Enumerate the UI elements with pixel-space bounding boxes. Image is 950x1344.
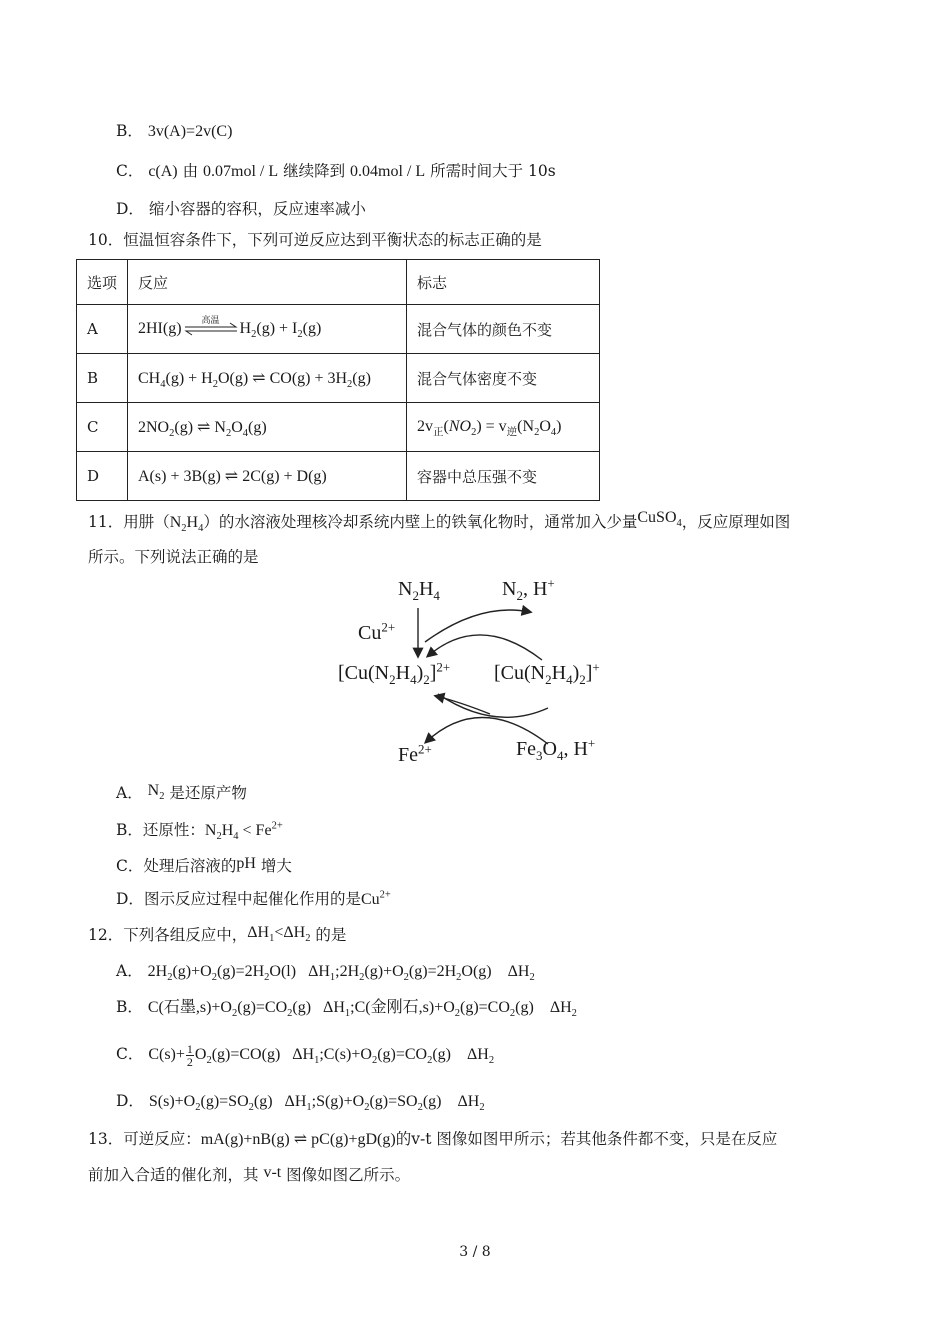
label-cu2: $Cu^{2+}$	[358, 619, 396, 644]
option-label: A．	[116, 784, 143, 802]
subscript-reverse: 逆	[506, 427, 518, 439]
reaction-cell: $CH_4(g) + H_2O(g)$ ⇌ $CO(g) + 3H_2(g)$	[128, 354, 407, 403]
cycle-arrows-icon	[330, 572, 630, 782]
reversible-arrow-icon	[182, 315, 240, 338]
q13-stem-line1	[88, 1128, 777, 1151]
q11-option-c	[116, 855, 292, 878]
label-fe3o4-h: $Fe_3O_4$, H+	[516, 735, 596, 763]
reaction-cycle-diagram	[330, 572, 630, 782]
table-row	[77, 403, 600, 452]
option-formula: 0.07mol / L	[203, 163, 279, 180]
table-row	[77, 354, 600, 403]
q12-option-d	[116, 1090, 485, 1113]
option-formula: 3v(A)=2v(C)	[147, 123, 233, 140]
q12-stem	[88, 924, 346, 947]
option-label: B．	[116, 122, 143, 140]
q11-option-a	[116, 782, 247, 805]
q12-option-c	[116, 1043, 494, 1068]
formula-equilibrium: mA(g)+nB(g) ⇌ pC(g)+gD(g)	[200, 1131, 396, 1148]
stem-text: 前加入合适的催化剂，其	[88, 1166, 264, 1184]
option-text: 继续降到	[283, 162, 346, 180]
option-formula: C(石墨$,s)+O_2(g)=CO_2(g)$ $\Delta H_1;C$(金刚石$,s)+O_2(g)=CO_2(g)$ $\Delta H_2$	[147, 999, 577, 1020]
reaction-condition: 高温	[201, 315, 220, 326]
sign-cell: $2v_正(NO_2) = v_逆(N_2O_4)$	[407, 403, 600, 452]
stem-text: 11．用肼（	[88, 513, 170, 531]
option-formula: $2H_2(g)+O_2(g)=2H_2O(l)$ $\Delta H_1;2H_2(g)+O_2(g)=2H_2O(g)$ $\Delta H_2$	[147, 963, 535, 984]
q11-option-b	[116, 819, 283, 842]
stem-text: 图像如图乙所示。	[281, 1166, 411, 1184]
reaction-cell: 2HI(g) 高温 $H_2(g) + I_2(g)$	[128, 305, 407, 354]
stem-text: 的是	[310, 926, 347, 944]
option-label: C．	[116, 857, 144, 875]
table-header-cell: 选项	[77, 260, 128, 305]
option-label: B．	[116, 821, 143, 839]
option-text: 所需时间大于 10s	[430, 162, 556, 180]
option-label: D．	[116, 200, 144, 218]
q9-option-b	[116, 120, 232, 143]
table-row	[77, 452, 600, 501]
option-text: 处理后溶液的	[143, 857, 237, 875]
option-text: 是还原产物	[164, 784, 247, 802]
q11-option-d	[116, 888, 391, 911]
reaction-cell: $2NO_2(g)$ ⇌ $N_2O_4(g)$	[128, 403, 407, 452]
sign-cell: 容器中总压强不变	[407, 452, 600, 501]
option-formula: 0.04mol / L	[350, 163, 426, 180]
reaction-cell: A(s) + 3B(g) ⇌ 2C(g) + D(g)	[128, 452, 407, 501]
option-cell: B	[77, 354, 128, 403]
option-label: A．	[116, 962, 143, 980]
q12-option-b	[116, 996, 577, 1019]
option-formula: C(s)+ $\frac{1}{2}$ $O_2(g)=CO(g)$ $\Delta H_1;C(s)+O_2(g)=CO_2(g)$ $\Delta H_2$	[148, 1042, 495, 1069]
option-text: 还原性：	[142, 821, 205, 839]
formula-dh-compare: $\Delta H_1<\Delta H_2$	[247, 924, 311, 945]
option-label: B．	[116, 998, 143, 1016]
sign-cell: 混合气体密度不变	[407, 354, 600, 403]
option-cell: D	[77, 452, 128, 501]
formula-cuso4: CuSO$_4$	[637, 509, 682, 530]
table-header-cell: 标志	[407, 260, 600, 305]
option-text: 增大	[255, 857, 292, 875]
sign-cell: 混合气体的颜色不变	[407, 305, 600, 354]
option-formula: c(A)	[148, 163, 178, 180]
q10-stem: 10．恒温恒容条件下，下列可逆反应达到平衡状态的标志正确的是	[88, 231, 542, 249]
stem-text: 13．可逆反应：	[88, 1130, 201, 1148]
stem-text: ）的水溶液处理核冷却系统内壁上的铁氧化物时，通常加入少量	[203, 513, 638, 531]
label-n2h4: $N_2H_4$	[398, 578, 440, 603]
q10-table	[76, 259, 600, 501]
option-formula: $S(s)+O_2(g)=SO_2(g)$ $\Delta H_1;S(g)+O_2(g)=SO_2(g)$ $\Delta H_2$	[148, 1093, 485, 1114]
option-label: D．	[116, 1092, 144, 1110]
label-cu-complex-1: $[Cu(N_2H_4)_2]^+$	[494, 659, 600, 687]
option-cell: C	[77, 403, 128, 452]
formula-n2: $N_2$	[147, 782, 165, 803]
option-text: 缩小容器的容积，反应速率减小	[148, 200, 366, 218]
table-header-row	[77, 260, 600, 305]
formula-vt: v-t	[263, 1164, 282, 1181]
q11-stem-line2: 所示。下列说法正确的是	[88, 548, 259, 566]
option-cell: A	[77, 305, 128, 354]
q9-option-d	[116, 198, 366, 220]
q11-stem-line1	[88, 511, 790, 534]
formula-compare: $N_2H_4 < Fe^{2+}$	[204, 820, 283, 843]
stem-text: 的v-t 图像如图甲所示；若其他条件都不变，只是在反应	[395, 1130, 778, 1148]
stem-text: ，反应原理如图	[681, 513, 791, 531]
formula-n2h4: $N_2H_4$	[169, 514, 204, 535]
allotrope-graphite: 石墨	[163, 999, 196, 1016]
table-header-cell: 反应	[128, 260, 407, 305]
option-text: 由	[182, 162, 199, 180]
page-number: 3 / 8	[459, 1244, 491, 1260]
q9-option-c	[116, 160, 556, 183]
option-label: C．	[116, 162, 144, 180]
allotrope-diamond: 金刚石	[370, 999, 419, 1016]
formula-ph: pH	[236, 855, 256, 872]
fraction-one-half: $\frac{1}{2}$	[186, 1042, 193, 1069]
label-fe2: $Fe^{2+}$	[398, 741, 432, 766]
label-n2-h: $N_2$, H+	[502, 575, 555, 603]
formula-cu2: $Cu^{2+}$	[360, 889, 391, 908]
stem-text: 12．下列各组反应中，	[88, 926, 248, 944]
q12-option-a	[116, 960, 535, 983]
table-row	[77, 305, 600, 354]
label-cu-complex-2: $[Cu(N_2H_4)_2]^{2+}$	[338, 659, 451, 687]
q13-stem-line2	[88, 1164, 410, 1187]
subscript-forward: 正	[433, 427, 444, 439]
option-text: 图示反应过程中起催化作用的是	[143, 890, 361, 908]
option-label: C．	[116, 1045, 144, 1064]
option-label: D．	[116, 890, 144, 908]
